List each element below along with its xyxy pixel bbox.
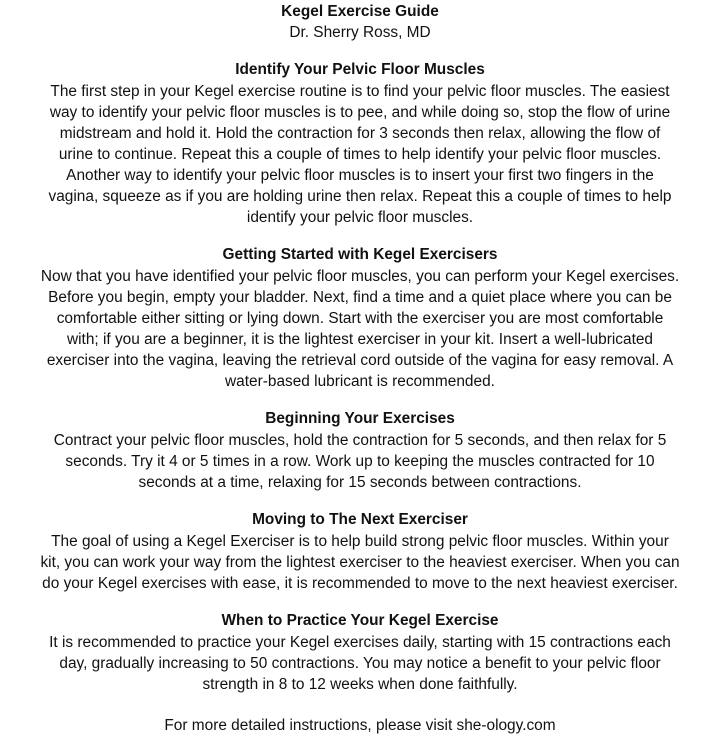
section-heading: Moving to The Next Exerciser bbox=[252, 511, 468, 528]
body-line: way to identify your pelvic floor muscles is to pee, and while doing so, stop the flow of urine bbox=[49, 104, 671, 121]
body-line: midstream and hold it. Hold the contraction for 3 seconds then relax, allowing the flow of bbox=[59, 125, 661, 142]
body-line: The goal of using a Kegel Exerciser is to help build strong pelvic floor muscles. Within your bbox=[51, 533, 669, 550]
section-identify-muscles bbox=[0, 60, 720, 228]
section-next-exerciser bbox=[0, 510, 720, 594]
section-heading: Identify Your Pelvic Floor Muscles bbox=[235, 61, 485, 78]
section-body bbox=[0, 531, 720, 594]
document-author: Dr. Sherry Ross, MD bbox=[289, 24, 431, 41]
body-line: urine to continue. Repeat this a couple of times to help identify your pelvic floor muscles. bbox=[58, 146, 662, 163]
section-body bbox=[0, 266, 720, 392]
section-getting-started bbox=[0, 245, 720, 392]
body-line: kit, you can work your way from the lightest exerciser to the heaviest exerciser. When you can bbox=[40, 554, 680, 571]
body-line: Before you begin, empty your bladder. Next, find a time and a quiet place where you can be bbox=[48, 289, 672, 306]
section-beginning-exercises bbox=[0, 409, 720, 493]
body-line: water-based lubricant is recommended. bbox=[225, 373, 495, 390]
body-line: Now that you have identified your pelvic floor muscles, you can perform your Kegel exercises. bbox=[40, 268, 680, 285]
body-line: identify your pelvic floor muscles. bbox=[246, 209, 474, 226]
document-title: Kegel Exercise Guide bbox=[281, 3, 439, 20]
body-line: comfortable either sitting or lying down. Start with the exerciser you are most comfortable bbox=[56, 310, 664, 327]
body-line: vagina, squeeze as if you are holding urine then relax. Repeat this a couple of times to help bbox=[48, 188, 672, 205]
body-line: with; if you are a beginner, it is the lightest exerciser in your kit. Insert a well-lubricated bbox=[66, 331, 654, 348]
section-heading: Beginning Your Exercises bbox=[265, 410, 455, 427]
body-line: Contract your pelvic floor muscles, hold the contraction for 5 seconds, and then relax for 5 bbox=[53, 432, 667, 449]
section-body bbox=[0, 430, 720, 493]
section-heading: Getting Started with Kegel Exercisers bbox=[222, 246, 498, 263]
section-body bbox=[0, 81, 720, 228]
section-when-to-practice bbox=[0, 611, 720, 695]
body-line: strength in 8 to 12 weeks when done faithfully. bbox=[202, 676, 518, 693]
footer-note: For more detailed instructions, please visit she-ology.com bbox=[164, 717, 556, 734]
body-line: seconds. Try it 4 or 5 times in a row. Work up to keeping the muscles contracted for 10 bbox=[65, 453, 655, 470]
body-line: day, gradually increasing to 50 contractions. You may notice a benefit to your pelvic floor bbox=[59, 655, 661, 672]
section-body bbox=[0, 632, 720, 695]
body-line: It is recommended to practice your Kegel exercises daily, starting with 15 contractions each bbox=[49, 634, 671, 651]
body-line: seconds at a time, relaxing for 15 seconds between contractions. bbox=[138, 474, 582, 491]
body-line: exerciser into the vagina, leaving the retrieval cord outside of the vagina for easy removal. A bbox=[46, 352, 674, 369]
body-line: The first step in your Kegel exercise routine is to find your pelvic floor muscles. The easiest bbox=[50, 83, 670, 100]
body-line: do your Kegel exercises with ease, it is recommended to move to the next heaviest exerciser. bbox=[42, 575, 678, 592]
body-line: Another way to identify your pelvic floor muscles is to insert your first two fingers in the bbox=[66, 167, 654, 184]
section-heading: When to Practice Your Kegel Exercise bbox=[221, 612, 499, 629]
